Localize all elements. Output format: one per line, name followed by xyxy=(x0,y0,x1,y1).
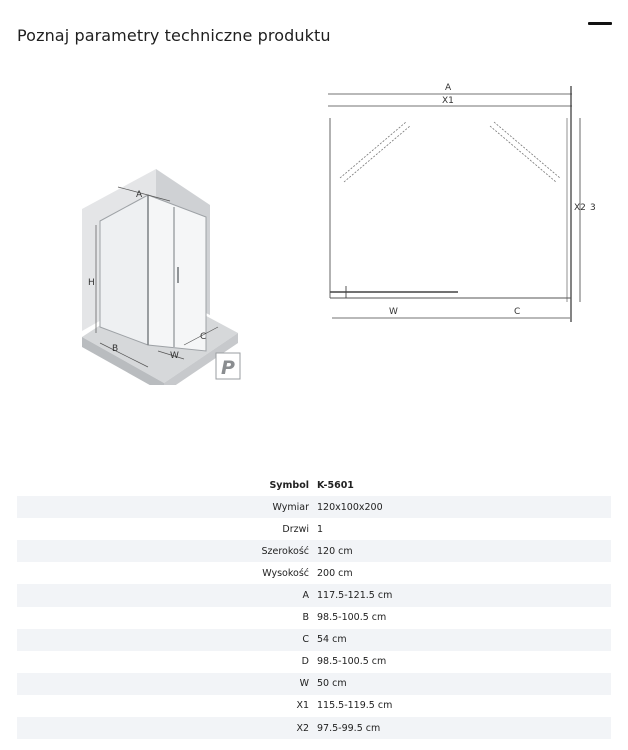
spec-value: 115.5-119.5 cm xyxy=(317,700,393,712)
spec-value: 1 xyxy=(317,523,324,535)
plan-label-a: A xyxy=(445,83,452,93)
spec-value: 97.5-99.5 cm xyxy=(317,722,381,734)
spec-label: A xyxy=(302,590,309,602)
spec-label: Symbol xyxy=(269,479,309,491)
spec-value: 120x100x200 xyxy=(317,501,383,513)
glass-panel-left xyxy=(100,195,148,345)
spec-row xyxy=(17,584,611,606)
plan-label-w: W xyxy=(389,307,398,317)
spec-row xyxy=(17,562,611,584)
spec-value: 98.5-100.5 cm xyxy=(317,656,387,668)
spec-value: 98.5-100.5 cm xyxy=(317,612,387,624)
spec-value: 117.5-121.5 cm xyxy=(317,590,393,602)
plan-label-x1: X1 xyxy=(442,96,454,106)
spec-row xyxy=(17,607,611,629)
plan-label-d: 3 xyxy=(590,203,596,213)
spec-row xyxy=(17,474,611,496)
spec-table xyxy=(17,474,611,739)
shower-plan-view-diagram xyxy=(318,78,608,330)
plan-label-c: C xyxy=(514,307,521,317)
spec-label: Szerokość xyxy=(261,545,309,557)
spec-label: Wymiar xyxy=(272,501,309,513)
spec-value: 50 cm xyxy=(317,678,347,690)
plan-label-x2: X2 xyxy=(574,203,586,213)
page-title: Poznaj parametry techniczne produktu xyxy=(17,26,331,45)
spec-label: Wysokość xyxy=(262,567,309,579)
door-swing-right-a xyxy=(494,122,560,178)
spec-row xyxy=(17,717,611,739)
door-swing-left-b xyxy=(344,126,410,182)
spec-row xyxy=(17,629,611,651)
shower-enclosure-isometric-diagram xyxy=(78,155,250,385)
spec-label: W xyxy=(299,678,309,690)
spec-row xyxy=(17,496,611,518)
spec-label: C xyxy=(302,634,309,646)
spec-value: K-5601 xyxy=(317,479,354,491)
spec-label: B xyxy=(302,612,309,624)
door-swing-left-a xyxy=(340,122,406,178)
iso-label-w: W xyxy=(170,351,179,361)
spec-row xyxy=(17,673,611,695)
spec-row xyxy=(17,695,611,717)
iso-label-b: B xyxy=(112,344,119,354)
iso-label-h: H xyxy=(88,278,95,288)
spec-label: X2 xyxy=(296,722,309,734)
iso-label-c: C xyxy=(200,332,207,342)
spec-label: D xyxy=(301,656,309,668)
close-menu-icon[interactable] xyxy=(588,22,612,25)
spec-value: 54 cm xyxy=(317,634,347,646)
brand-logo-p: P xyxy=(221,357,235,379)
spec-row xyxy=(17,518,611,540)
spec-row xyxy=(17,651,611,673)
spec-value: 120 cm xyxy=(317,545,353,557)
door-swing-right-b xyxy=(490,126,556,182)
spec-label: Drzwi xyxy=(282,523,309,535)
spec-row xyxy=(17,540,611,562)
glass-panel-front xyxy=(148,195,206,351)
spec-label: X1 xyxy=(296,700,309,712)
spec-value: 200 cm xyxy=(317,567,353,579)
iso-label-a: A xyxy=(136,190,143,200)
